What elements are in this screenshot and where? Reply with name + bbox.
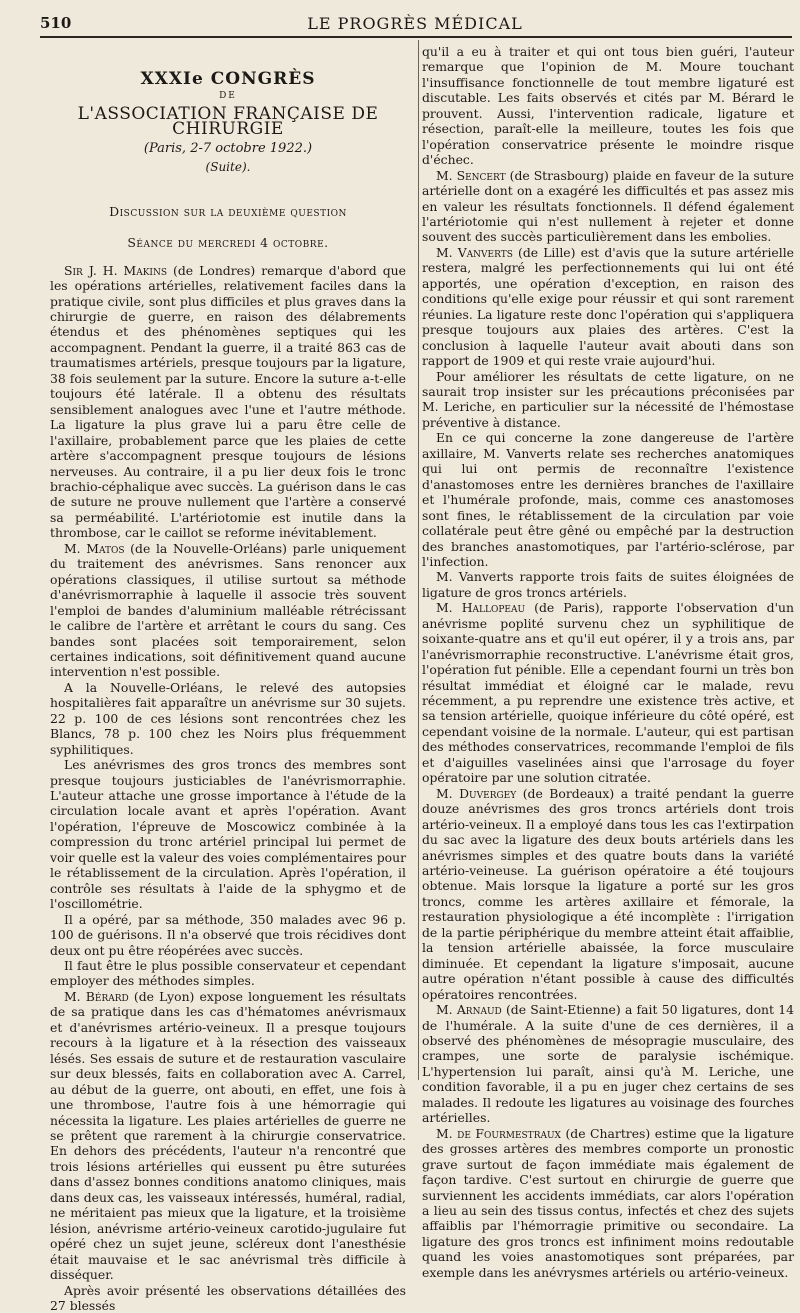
column-divider [418, 40, 419, 1080]
speaker-name: M. Arnaud [436, 1002, 502, 1018]
paragraph [422, 1126, 794, 1281]
paragraph-text: A la Nouvelle-Orléans, le relevé des autopsies hospitalières fait apparaître un anévrisme sur 30 sujets. 22 p. 100 de ces lésions sont rencontrées chez les Blancs, 78 p. 100 chez les Noirs plus fréquemment syphilitiques. [50, 679, 406, 757]
page-number: 510 [40, 14, 72, 32]
paragraph-text: (de la Nouvelle-Orléans) parle uniquement du traitement des anévrismes. Sans renoncer aux opérations classiques, il utilise surtout sa méthode d'anévrismorraphie à laquelle il associe très souvent l'emploi de bandes d'aluminium malléable rétrécissant le calibre de l'artère et arrêtant le cours du sang. Ces bandes sont placées soit temporairement, selon certaines indications, soit définitivement quand aucune intervention n'est possible. [50, 540, 406, 680]
left-column [50, 44, 406, 1313]
session-heading: Séance du mercredi 4 octobre. [127, 235, 329, 251]
page-header [40, 12, 790, 38]
speaker-name: Sir J. H. Makins [64, 262, 168, 278]
speaker-name: M. Bérard [64, 988, 129, 1004]
speaker-name: M. Sencert [436, 167, 506, 183]
section-heading: Discussion sur la deuxième question [109, 203, 347, 219]
paragraph [422, 168, 794, 245]
paragraph-text: Pour améliorer les résultats de cette ligature, on ne saurait trop insister sur les précautions préconisées par M. Leriche, en particulier sur la nécessité de l'hémostase préventive à distance. [422, 368, 794, 430]
paragraph-text: (de Bordeaux) a traité pendant la guerre douze anévrismes des gros troncs artériels dont trois artério-veineux. Il a employé dans tous les cas l'extirpation du sac avec la ligature des deux bouts artériels dans les anévrismes simples et des quatre bouts dans la variété artério-veineuse. La guérison opératoire a été toujours obtenue. Mais lorsque la ligature a porté sur les gros troncs, comme les artères axillaire et fémorale, la restauration physiologique a été incomplète : l'irrigation de la partie périphérique du membre atteint était affaiblie, la tension artérielle abaissée, la force musculaire diminuée. Et cependant la ligature s'imposait, aucune autre opération n'étant possible à cause des difficultés opératoires rencontrées. [422, 785, 794, 1002]
paragraph-text: M. Vanverts rapporte trois faits de suites éloignées de ligature de gros troncs artériels. [422, 569, 794, 600]
paragraph [422, 569, 794, 600]
speaker-name: M. Duvergey [436, 785, 517, 801]
title-connector: DE [219, 91, 237, 102]
paragraph-text: (de Lille) est d'avis que la suture artérielle restera, malgré les perfectionnements qui lui ont été apportés, une opération d'exception, en raison des conditions qu'elle exige pour réussir et qui sont rarement réunies. La ligature reste donc l'opération qui s'appliquera presque toujours aux plaies des artères. C'est la conclusion à laquelle l'auteur avait abouti dans son rapport de 1909 et qui reste vraie aujourd'hui. [422, 244, 794, 369]
paragraph [50, 263, 406, 541]
paragraph [422, 430, 794, 569]
paragraph-text: Il a opéré, par sa méthode, 350 malades avec 96 p. 100 de guérisons. Il n'a observé que trois récidives dont deux ont pu être réopérées avec succès. [50, 911, 406, 958]
paragraph [422, 44, 794, 168]
paragraph [422, 369, 794, 431]
left-paragraphs [50, 263, 406, 1313]
paragraph-text: qu'il a eu à traiter et qui ont tous bien guéri, l'auteur remarque que l'opinion de M. Moure touchant l'insuffisance fonctionnelle de tout membre ligaturé est discutable. Les faits observés et cités par M. Bérard le prouvent. Aussi, l'intervention radicale, ligature et résection, paraît-elle la meilleure, toutes les fois que l'opération conservatrice présente le moindre risque d'échec. [422, 44, 794, 168]
paragraph [50, 989, 406, 1283]
article-title-block [50, 69, 406, 176]
right-paragraphs [422, 44, 794, 1280]
paragraph [50, 757, 406, 912]
place-date: (Paris, 2-7 octobre 1922.) [143, 140, 313, 156]
paragraph-text: (de Saint-Etienne) a fait 50 ligatures, dont 14 de l'humérale. A la suite d'une de ces dernières, il a observé des phénomènes de mésopragie musculaire, des crampes, une sorte de paralysie ischémique. L'hypertension lui paraît, ainsi qu'à M. Leriche, une condition favorable, il a pu en juger chez certains de ses malades. Il redoute les ligatures au voisinage des fourches artérielles. [422, 1002, 794, 1126]
paragraph-text: (de Londres) remarque d'abord que les opérations artérielles, relativement faciles dans la pratique civile, sont plus difficiles et plus graves dans la chirurgie de guerre, en raison des délabrements étendus et des phénomènes septiques qui les accompagnent. Pendant la guerre, il a traité 863 cas de traumatismes artériels, presque toujours par la ligature, 38 fois seulement par la suture. Encore la suture a-t-elle toujours été latérale. Il a obtenu des résultats sensiblement analogues avec l'une et l'autre méthode. La ligature la plus grave lui a paru être celle de l'axillaire, probablement parce que les plaies de cette artère s'accompagnent presque toujours de lésions nerveuses. Au contraire, il a pu lier deux fois le tronc brachio-céphalique avec succès. La guérison dans le cas de suture ne prouve nullement que l'artère a conservé sa perméabilité. L'artériotomie est inutile dans la thrombose, car le caillot se reforme inévitablement. [50, 262, 406, 541]
paragraph [50, 680, 406, 757]
paragraph [422, 1002, 794, 1126]
journal-title: LE PROGRÈS MÉDICAL [307, 14, 523, 33]
right-column [422, 44, 794, 1280]
speaker-name: M. Vanverts [436, 244, 513, 260]
paragraph [50, 958, 406, 989]
paragraph [422, 600, 794, 785]
paragraph-text: (de Lyon) expose longuement les résultats de sa pratique dans les cas d'hématomes anévrismaux et d'anévrismes artério-veineux. Il a presque toujours recours à la ligature et à la résection des vaisseaux lésés. Ses essais de suture et de restauration vasculaire sur deux blessés, faits en collaboration avec A. Carrel, au début de la guerre, ont abouti, en effet, une fois à une thrombose, l'autre fois à une hémorragie qui nécessita la ligature. Les plaies artérielles de guerre ne se prêtent que rarement à la chirurgie conservatrice. En dehors des précédents, l'auteur n'a rencontré que trois lésions artérielles qui eussent pu être suturées dans d'assez bonnes conditions anatomo cliniques, mais dans deux cas, les vaisseaux intéressés, huméral, radial, ne méritaient pas mieux que la ligature, et la troisième lésion, anévrisme artério-veineux carotido-jugulaire fut opéré chez un sujet jeune, scléreux dont l'anesthésie était mauvaise et le sac anévrismal très difficile à disséquer. [50, 988, 406, 1283]
paragraph [50, 541, 406, 680]
paragraph-text: (de Chartres) estime que la ligature des grosses artères des membres comporte un pronostic grave surtout de façon immédiate mais également de façon tardive. C'est surtout en chirurgie de guerre que surviennent les accidents immédiats, car alors l'opération a lieu au sein des tissus contus, infectés et chez des sujets affaiblis par l'hémorragie primitive ou secondaire. La ligature des gros troncs est infiniment moins redoutable quand les voies anastomotiques sont préparées, par exemple dans les anévrysmes artériels ou artério-veineux. [422, 1125, 794, 1280]
header-rule [40, 36, 792, 38]
speaker-name: M. de Fourmestraux [436, 1125, 561, 1141]
paragraph-text: (de Paris), rapporte l'observation d'un anévrisme poplité survenu chez un syphilitique de soixante-quatre ans et qu'il eut opérer, il y a trois ans, par l'anévrismorraphie reconstructive. L'anévrisme était gros, l'opération fut pénible. Elle a cependant fourni un très bon résultat immédiat et éloigné car le malade, revu récemment, a pu reprendre une existence très active, et sa tension artérielle, quoique inférieure du côté opéré, est cependant voisine de la normale. L'auteur, qui est partisan des méthodes conservatrices, recommande l'emploi de fils et d'aiguilles vaselinées ainsi que l'arrosage du foyer opératoire par une solution citratée. [422, 600, 794, 786]
paragraph [422, 245, 794, 369]
paragraph [50, 912, 406, 958]
association-title: L'ASSOCIATION FRANÇAISE DE CHIRURGIE [77, 103, 379, 140]
speaker-name: M. Matos [64, 540, 125, 556]
suite-label: (Suite). [205, 160, 251, 175]
speaker-name: M. Hallopeau [436, 600, 526, 616]
paragraph-text: Les anévrismes des gros troncs des membres sont presque toujours justiciables de l'anévrismorraphie. L'auteur attache une grosse importance à l'étude de la circulation locale avant et après l'opération. Avant l'opération, l'épreuve de Moscowicz combinée à la compression du tronc artériel principal lui permet de voir quelle est la valeur des voies complémentaires pour le rétablissement de la circulation. Après l'opération, il contrôle ses résultats à l'aide de la sphygmo et de l'oscillométrie. [50, 757, 406, 912]
paragraph [50, 1283, 406, 1313]
paragraph-text: Il faut être le plus possible conservateur et cependant employer des méthodes simples. [50, 958, 406, 989]
paragraph-text: (de Strasbourg) plaide en faveur de la suture artérielle dont on a exagéré les difficultés et pas assez mis en valeur les résultats fonctionnels. Il défend également l'artériotomie qui n'est nullement à rejeter et donne souvent des succès particulièrement dans les embolies. [422, 167, 794, 245]
paragraph-text: En ce qui concerne la zone dangereuse de l'artère axillaire, M. Vanverts relate ses recherches anatomiques qui lui ont permis de reconnaître l'existence d'anastomoses entre les dernières branches de l'axillaire et l'humérale profonde, mais, comme ces anastomoses sont fines, le rétablissement de la circulation par voie collatérale peut être gêné ou empêché par la destruction des branches anastomotiques, par l'artério-sclérose, par l'infection. [422, 430, 794, 569]
congress-title: XXXIe CONGRÈS [140, 69, 316, 89]
paragraph [422, 786, 794, 1002]
paragraph-text: Après avoir présenté les observations détaillées des 27 blessés [50, 1282, 406, 1313]
